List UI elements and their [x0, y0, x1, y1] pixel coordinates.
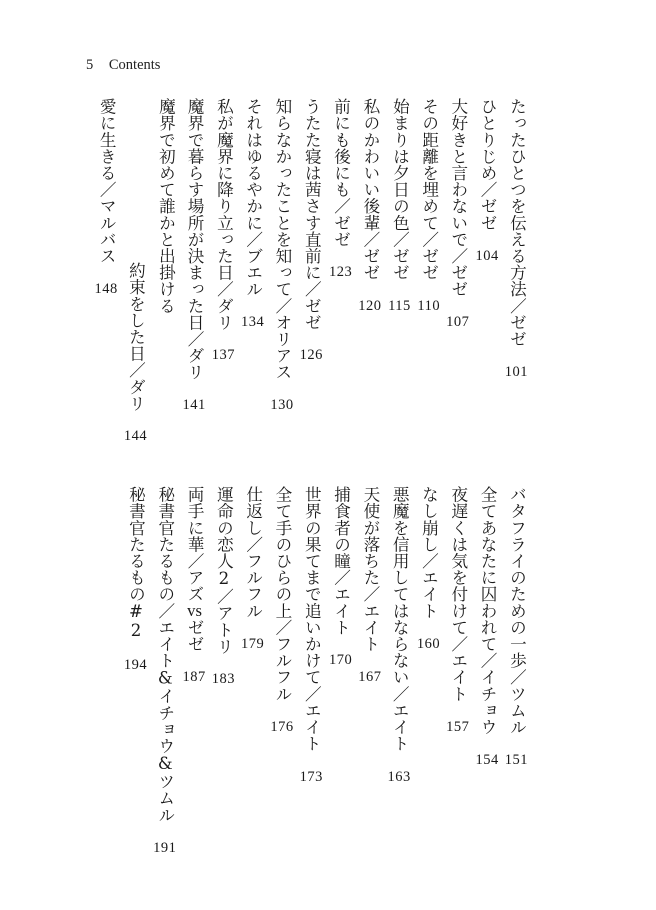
toc-entry-title: 約束をした日／ダリ [126, 262, 146, 412]
toc-entry-page-number: 141 [182, 397, 206, 414]
toc-entry-page-number: 194 [123, 657, 148, 674]
toc-entry-title: 私のかわいい後輩／ゼゼ [360, 98, 380, 281]
toc-entry-page-number: 120 [358, 297, 382, 314]
toc-entry-title: 仕返し／フルフル [243, 486, 263, 619]
toc-entry[interactable] [418, 98, 440, 315]
toc-entry-title: ひとりじめ／ゼゼ [478, 98, 498, 231]
toc-entry-page-number: 148 [94, 281, 118, 297]
toc-entry[interactable] [360, 486, 382, 686]
toc-entry[interactable] [389, 98, 411, 315]
toc-entry-title: 愛に生きる／マルバス [97, 98, 117, 264]
toc-entry-title: 始まりは夕日の色／ゼゼ [390, 98, 410, 281]
toc-entry[interactable] [213, 486, 235, 688]
toc-entry-page-number: 163 [387, 768, 411, 785]
toc-entry[interactable] [242, 486, 264, 653]
toc-entry[interactable] [184, 486, 206, 686]
toc-entry-page-number: 134 [241, 314, 265, 331]
toc-entry[interactable] [477, 486, 499, 769]
header-title: Contents [108, 57, 161, 73]
toc-entry-title: バタフライのための一歩／ツムル [507, 486, 527, 735]
toc-entry-page-number: 176 [270, 718, 294, 735]
toc-entry[interactable] [301, 486, 323, 786]
toc-entry-title: 知らなかったことを知って／オリアス [272, 98, 292, 381]
toc-entry-page-number: 157 [446, 718, 470, 735]
toc-entry-title: 夜遅くは気を付けて／エイト [448, 486, 468, 702]
toc-entry[interactable] [389, 486, 411, 786]
toc-entry-page-number: 151 [504, 752, 528, 768]
header-page-number: 5 [86, 57, 94, 73]
toc-entry-title: 捕食者の瞳／エイト [331, 486, 351, 636]
toc-entry-title: 全て手のひらの上／フルフル [272, 486, 292, 702]
toc-entry-title: 両手に華／アズvsゼゼ [185, 486, 205, 652]
toc-entry-page-number: 101 [504, 364, 528, 380]
toc-entry-page-number: 123 [328, 264, 353, 281]
toc-entry[interactable] [447, 486, 469, 736]
toc-entry-title: 前にも後にも／ゼゼ [331, 98, 351, 248]
toc-entry[interactable] [447, 98, 469, 331]
toc-entry[interactable] [330, 98, 352, 281]
toc-entry[interactable] [242, 98, 264, 331]
toc-entry[interactable] [272, 98, 294, 414]
toc-entry-title: その距離を埋めて／ゼゼ [419, 98, 439, 281]
toc-entry-title: 運命の恋人2／アトリ [214, 486, 234, 655]
toc-entry-page-number: 107 [446, 314, 470, 331]
toc-entry-title: 世界の果てまで追いかけて／エイト [302, 486, 322, 752]
toc-entry[interactable] [301, 98, 323, 364]
toc-entry-page-number: 104 [475, 247, 499, 264]
toc-entry-page-number: 115 [388, 297, 411, 314]
toc-entry-page-number: 126 [299, 347, 323, 364]
toc-entry-title: 魔界で初めて誰かと出掛ける [156, 98, 176, 314]
toc-entry[interactable] [125, 262, 147, 445]
toc-entry-page-number: 160 [416, 635, 441, 652]
toc-entry-title: 大好きと言わないで／ゼゼ [448, 98, 468, 298]
toc-entry-page-number: 130 [270, 397, 294, 414]
toc-entry-title: 秘書官たるもの#2 [126, 486, 146, 641]
toc-entry-title: 悪魔を信用してはならない／エイト [390, 486, 410, 752]
toc-entry[interactable] [418, 486, 440, 653]
toc-entry-page-number: 183 [211, 671, 235, 688]
toc-entry[interactable] [506, 98, 528, 381]
toc-entry-page-number: 179 [241, 635, 265, 652]
toc-entry[interactable] [477, 98, 499, 265]
toc-entry-title: 全てあなたに囚われて／イチョウ [478, 486, 498, 735]
toc-entry[interactable] [360, 98, 382, 315]
toc-entry-title: 天使が落ちた／エイト [360, 486, 380, 652]
toc-entry-page-number: 137 [211, 347, 235, 364]
vs-text: vs [187, 602, 202, 619]
toc-entry-page-number: 170 [328, 652, 353, 669]
toc-entry-page-number: 173 [299, 768, 323, 785]
toc-entry-page-number: 191 [153, 839, 177, 856]
toc-entry-title: なし崩し／エイト [419, 486, 439, 619]
toc-entry-title: 魔界で暮らす場所が決まった日／ダリ [185, 98, 205, 381]
toc-entry-title: うたた寝は茜さす直前に／ゼゼ [302, 98, 322, 331]
toc-entry-title: 秘書官たるもの／エイト&イチョウ&ツムル [155, 486, 175, 823]
running-header [86, 57, 160, 74]
toc-entry[interactable] [96, 98, 118, 298]
toc-entry[interactable] [184, 98, 206, 414]
toc-entry-title: それはゆるやかに／ブエル [243, 98, 263, 298]
toc-entry[interactable] [506, 486, 528, 769]
toc-entry[interactable] [213, 98, 235, 364]
toc-entry-title: たったひとつを伝える方法／ゼゼ [507, 98, 527, 347]
toc-entry-page-number: 110 [417, 297, 441, 314]
toc-entry-page-number: 144 [123, 428, 148, 445]
toc-entry-page-number: 187 [182, 669, 206, 685]
toc-entry-page-number: 154 [475, 752, 499, 768]
toc-entry[interactable] [154, 486, 176, 857]
toc-entry[interactable] [125, 486, 147, 674]
toc-entry-title: 私が魔界に降り立った日／ダリ [214, 98, 234, 331]
toc-entry[interactable] [330, 486, 352, 669]
toc-entry[interactable] [272, 486, 294, 736]
toc-entry-page-number: 167 [358, 669, 382, 685]
toc-entry[interactable] [154, 98, 176, 314]
